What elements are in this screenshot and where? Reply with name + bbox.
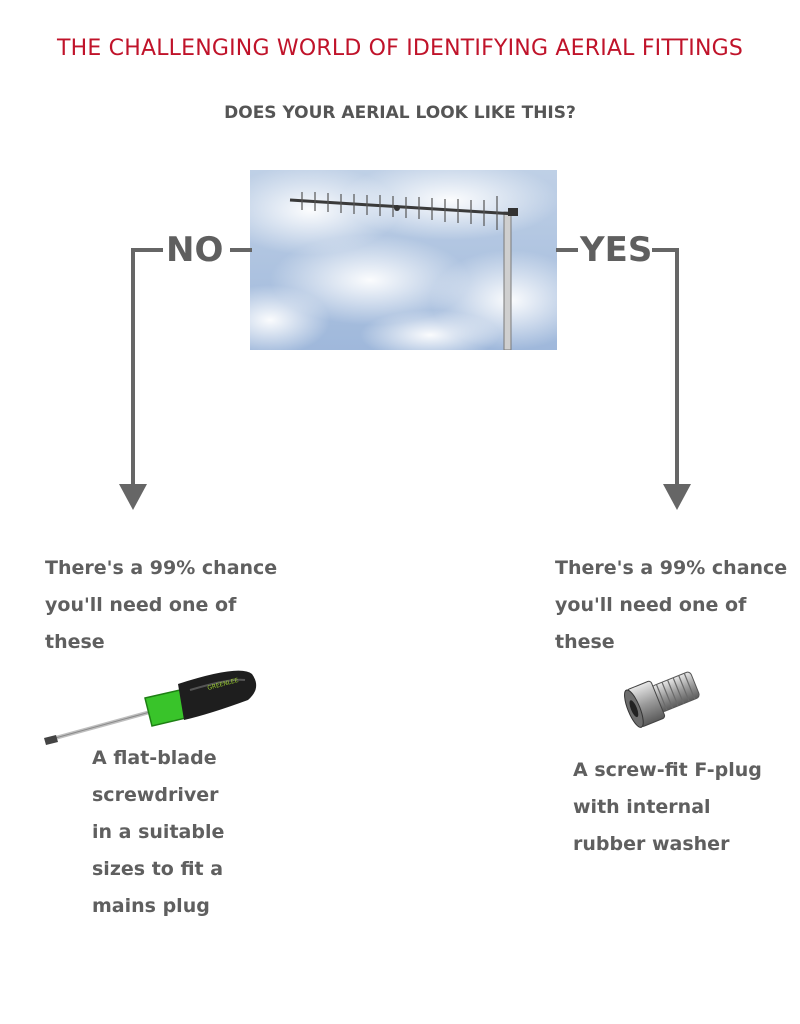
no-arrowhead-icon [119,484,147,510]
page-title: THE CHALLENGING WORLD OF IDENTIFYING AERIAL FITTINGS [56,36,744,61]
question-heading: DOES YOUR AERIAL LOOK LIKE THIS? [224,103,576,123]
f-plug-icon [618,663,708,733]
screwdriver-icon [40,660,270,750]
tool-brand-text: GREENLEE [206,676,240,692]
no-arrow-line [133,250,163,488]
yes-arrow-line [652,250,677,488]
no-label: NO [166,230,224,270]
yes-chance-text: There's a 99% chance you'll need one of these [555,557,788,653]
yes-arrowhead-icon [663,484,691,510]
yes-caption: A screw-fit F-plug with internal rubber washer [573,759,762,855]
no-caption: A flat-blade screwdriver in a suitable sizes to fit a mains plug [92,747,225,917]
no-chance-text: There's a 99% chance you'll need one of these [45,557,278,653]
yes-label: YES [580,230,653,270]
